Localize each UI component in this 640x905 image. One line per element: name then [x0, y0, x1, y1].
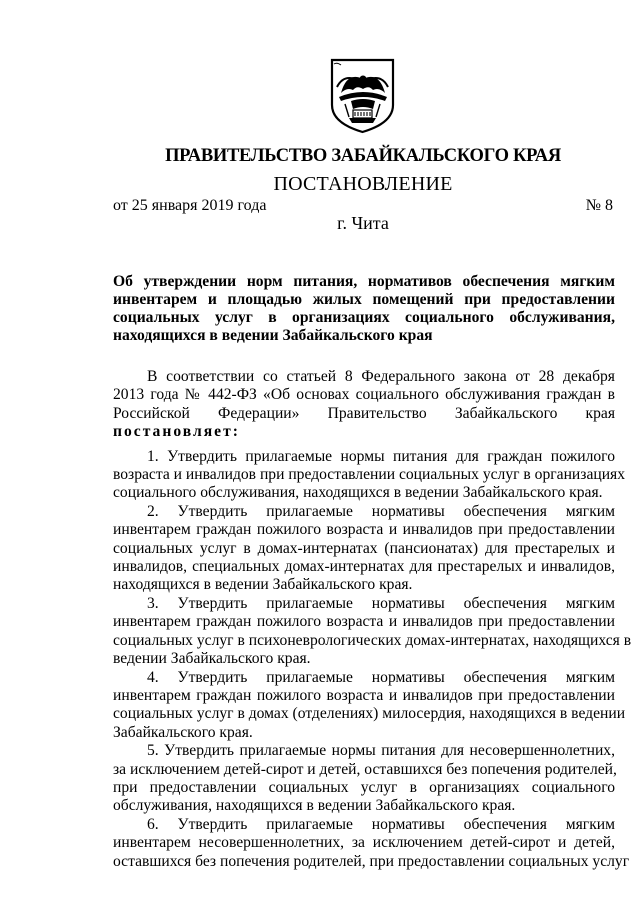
- body-line: социальных услуг в домах-интернатах (пансионатах) для престарелых и: [113, 539, 615, 557]
- body-line: возраста и инвалидов при предоставлении социальных услуг в организациях: [113, 466, 626, 484]
- coat-of-arms-icon: [329, 57, 396, 134]
- document-date: от 25 января 2019 года: [113, 197, 267, 214]
- document-city: г. Чита: [337, 213, 389, 233]
- body-line: 3. Утвердить прилагаемые нормативы обеспечения мягким: [147, 594, 615, 612]
- subject-line: инвентарем и площадью жилых помещений при предоставлении: [113, 291, 615, 308]
- item-4: [113, 668, 626, 743]
- item-1: [113, 447, 626, 503]
- subject-line: находящихся в ведении Забайкальского края: [113, 327, 433, 344]
- body-line: Забайкальского края.: [113, 723, 253, 741]
- item-5: [113, 742, 615, 816]
- body-line: 2013 года № 442-ФЗ «Об основах социального обслуживания граждан в: [113, 386, 615, 404]
- document-number: № 8: [585, 197, 613, 214]
- body-line: находящихся в ведении Забайкальского края.: [113, 576, 413, 594]
- preamble: [113, 368, 615, 442]
- body-line: 1. Утвердить прилагаемые нормы питания для граждан пожилого: [147, 447, 615, 465]
- body-line: 2. Утвердить прилагаемые нормативы обеспечения мягким: [147, 502, 615, 520]
- body-line: социального обслуживания, находящихся в ведении Забайкальского края.: [113, 484, 603, 502]
- item-2: [113, 503, 615, 595]
- item-6: [113, 815, 630, 871]
- body-line: при предоставлении социальных услуг в организациях социального: [113, 778, 615, 796]
- document-subject: [113, 273, 615, 345]
- subject-line: Об утверждении норм питания, нормативов обеспечения мягким: [113, 273, 615, 290]
- body-line: 6. Утвердить прилагаемые нормативы обеспечения мягким: [147, 815, 615, 833]
- resolves-word: постановляет:: [113, 423, 240, 441]
- body-line: 5. Утвердить прилагаемые нормы питания для несовершеннолетних,: [147, 742, 615, 760]
- body-line: инвентарем несовершеннолетних, за исключением детей-сирот и детей,: [113, 834, 615, 852]
- document-body: [113, 368, 632, 871]
- body-line: обслуживания, находящихся в ведении Забайкальского края.: [113, 797, 516, 815]
- body-line: инвентарем граждан пожилого возраста и инвалидов при предоставлении: [113, 613, 615, 631]
- body-line: ведении Забайкальского края.: [113, 650, 311, 668]
- document-type: ПОСТАНОВЛЕНИЕ: [273, 173, 453, 195]
- body-line: социальных услуг в домах (отделениях) милосердия, находящихся в ведении: [113, 705, 626, 723]
- body-line: инвентарем граждан пожилого возраста и инвалидов при предоставлении: [113, 686, 615, 704]
- body-line: оставшихся без попечения родителей, при предоставлении социальных услуг: [113, 852, 630, 870]
- body-line: В соответствии со статьей 8 Федерального закона от 28 декабря: [147, 368, 615, 385]
- body-line: социальных услуг в психоневрологических домах-интернатах, находящихся в: [113, 631, 632, 649]
- body-line: за исключением детей-сирот и детей, оставшихся без попечения родителей,: [113, 760, 617, 778]
- body-line: 4. Утвердить прилагаемые нормативы обеспечения мягким: [147, 668, 615, 686]
- body-line: инвентарем граждан пожилого возраста и инвалидов при предоставлении: [113, 521, 615, 539]
- subject-line: социальных услуг в организациях социального обслуживания,: [113, 309, 615, 326]
- item-3: [113, 594, 632, 669]
- body-line: Российской Федерации» Правительство Забайкальского края: [113, 404, 615, 422]
- organization-title: ПРАВИТЕЛЬСТВО ЗАБАЙКАЛЬСКОГО КРАЯ: [165, 146, 561, 166]
- body-line: инвалидов, специальных домах-интернатах для престарелых и инвалидов,: [113, 558, 615, 576]
